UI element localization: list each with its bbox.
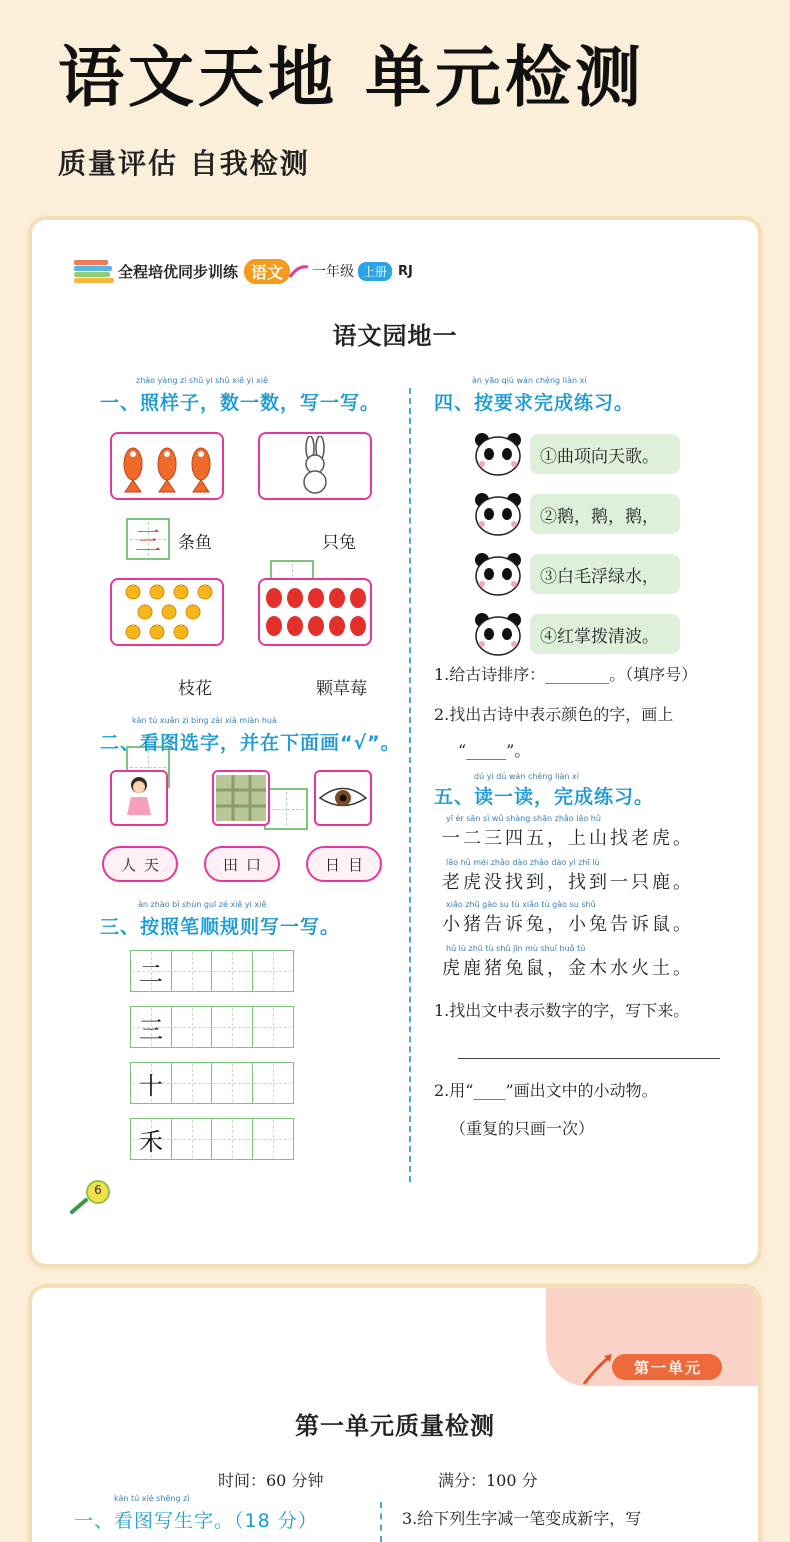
grid-row: [130, 1062, 294, 1104]
poem-line: 小猪告诉兔，小兔告诉鼠。: [442, 914, 694, 935]
section4-q1: 1.给古诗排序：________。（填序号）: [434, 665, 698, 684]
sunflower-icon: [115, 582, 219, 642]
choice-ri-mu[interactable]: 日 目: [306, 846, 382, 882]
field-picture: [212, 770, 270, 826]
page-number: 6: [94, 1183, 102, 1197]
field-icon: [214, 773, 268, 823]
series-name: 全程培优同步训练: [118, 262, 239, 281]
poem-line-pinyin: lǎo hǔ méi zhǎo dào zhǎo dào yì zhī lù: [446, 858, 600, 867]
stroke-order-grid: [130, 950, 294, 1160]
label-flowers: 枝花: [178, 679, 212, 699]
label-rabbit: 只兔: [322, 533, 356, 553]
grid-row: [130, 950, 294, 992]
grid-cell[interactable]: [171, 1118, 213, 1160]
swoosh-icon: [288, 263, 310, 279]
strawberry-icon: [262, 584, 368, 640]
choice-tian-kou[interactable]: 田 口: [204, 846, 280, 882]
grid-cell[interactable]: [252, 1006, 294, 1048]
hero-subtitle: 质量评估 自我检测: [58, 147, 310, 180]
page-number-badge: [66, 1178, 116, 1222]
strawberries-picture: [258, 578, 372, 646]
exam-page: [32, 1288, 758, 1542]
rabbit-picture: [258, 432, 372, 500]
grid-char-cell: 禾: [130, 1118, 172, 1160]
answer-line[interactable]: [458, 1058, 720, 1059]
grid-row: [130, 1006, 294, 1048]
girl-icon: [121, 775, 157, 821]
panda-icon: [472, 432, 524, 476]
section4-pinyin: àn yāo qiú wán chéng liàn xí: [472, 376, 587, 385]
section4-q2b: “_____”。: [458, 741, 531, 760]
poem-row: [472, 432, 680, 476]
grid-char-cell: 三: [130, 1006, 172, 1048]
section5-q1: 1.找出文中表示数字的字，写下来。: [434, 1001, 690, 1020]
exam-score: 满分：100 分: [438, 1471, 538, 1490]
poem-line-pinyin: hǔ lù zhū tù shǔ jīn mù shuǐ huǒ tǔ: [446, 944, 586, 953]
unit-badge-label: 第一单元: [633, 1359, 702, 1377]
choice-ren-tian[interactable]: 人 天: [102, 846, 178, 882]
grade-label: 一年级: [312, 264, 355, 280]
girl-picture: [110, 770, 168, 826]
section4-title: 四、按要求完成练习。: [434, 392, 635, 414]
section5-title: 五、读一读，完成练习。: [434, 786, 655, 808]
poem-line-pinyin: yī èr sān sì wǔ shàng shān zhǎo lǎo hǔ: [446, 814, 601, 823]
grid-cell[interactable]: [252, 950, 294, 992]
section4-q2a: 2.找出古诗中表示颜色的字，画上: [434, 705, 674, 724]
grid-char-cell: 二: [130, 950, 172, 992]
series-header: [74, 256, 413, 286]
answer-box-strawberries[interactable]: [264, 788, 308, 830]
verse-3: ③白毛浮绿水，: [530, 554, 680, 594]
fish-picture: [110, 432, 224, 500]
poem-verses: [472, 432, 680, 656]
section5-q2: 2.用“____”画出文中的小动物。: [434, 1081, 658, 1100]
subject-badge: 语文: [244, 259, 290, 284]
exam-title: 第一单元质量检测: [295, 1412, 495, 1440]
section2-title: 二、看图选字，并在下面画“√”。: [100, 732, 401, 754]
poem-row: [472, 492, 680, 536]
verse-2: ②鹅，鹅，鹅，: [530, 494, 680, 534]
section1-title: 一、照样子，数一数，写一写。: [100, 392, 381, 414]
flowers-picture: [110, 578, 224, 646]
unit-badge: [582, 1350, 732, 1390]
poem-line: 一二三四五，上山找老虎。: [442, 828, 694, 849]
exam-time: 时间：60 分钟: [218, 1471, 324, 1490]
section3-pinyin: àn zhào bǐ shùn guī zé xiě yi xiě: [138, 900, 267, 909]
section2-pinyin: kàn tú xuǎn zì bìng zài xià miàn huà: [132, 716, 277, 725]
grid-cell[interactable]: [211, 950, 253, 992]
eye-icon: [318, 783, 368, 813]
exam-sec1-title: 一、看图写生字。（18 分）: [74, 1510, 318, 1532]
hero-title: 语文天地 单元检测: [58, 39, 645, 116]
answer-box-fish[interactable]: 三: [126, 518, 170, 560]
grid-cell[interactable]: [252, 1062, 294, 1104]
exam-sec1-pinyin: kàn tú xiě shēng zì: [114, 1494, 190, 1503]
poem-row: [472, 612, 680, 656]
grid-cell[interactable]: [211, 1118, 253, 1160]
panda-icon: [472, 612, 524, 656]
panda-icon: [472, 492, 524, 536]
section3-title: 三、按照笔顺规则写一写。: [100, 916, 341, 938]
fish-icon: [115, 438, 219, 494]
column-divider: [409, 388, 411, 1182]
section5-q2-note: （重复的只画一次）: [450, 1119, 595, 1138]
section1-pinyin: zhào yàng zi shǔ yi shǔ xiě yi xiě: [136, 376, 268, 385]
grid-cell[interactable]: [211, 1062, 253, 1104]
poem-line: 虎鹿猪兔鼠，金木水火土。: [442, 958, 694, 979]
label-strawberries: 颗草莓: [316, 679, 367, 699]
label-fish: 条鱼: [178, 533, 212, 553]
poem-line-pinyin: xiǎo zhū gào su tù xiǎo tù gào su shǔ: [446, 900, 596, 909]
grid-cell[interactable]: [252, 1118, 294, 1160]
poem-row: [472, 552, 680, 596]
grid-cell[interactable]: [211, 1006, 253, 1048]
exam-q3: 3.给下列生字减一笔变成新字，写: [402, 1509, 642, 1528]
books-icon: [74, 258, 114, 284]
rabbit-icon: [290, 436, 340, 496]
grid-char-cell: 十: [130, 1062, 172, 1104]
grid-cell[interactable]: [171, 1062, 213, 1104]
grid-row: [130, 1118, 294, 1160]
exam-divider: [380, 1502, 382, 1542]
grid-cell[interactable]: [171, 1006, 213, 1048]
eye-picture: [314, 770, 372, 826]
panda-icon: [472, 552, 524, 596]
workbook-page: [32, 220, 758, 1264]
lesson-title: 语文园地一: [332, 322, 458, 350]
edition-label: RJ: [398, 263, 413, 279]
verse-1: ①曲项向天歌。: [530, 434, 680, 474]
section5-pinyin: dú yi dú wán chéng liàn xí: [474, 772, 579, 781]
poem-line: 老虎没找到，找到一只鹿。: [442, 872, 694, 893]
verse-4: ④红掌拨清波。: [530, 614, 680, 654]
grid-cell[interactable]: [171, 950, 213, 992]
volume-badge: 上册: [358, 262, 392, 281]
